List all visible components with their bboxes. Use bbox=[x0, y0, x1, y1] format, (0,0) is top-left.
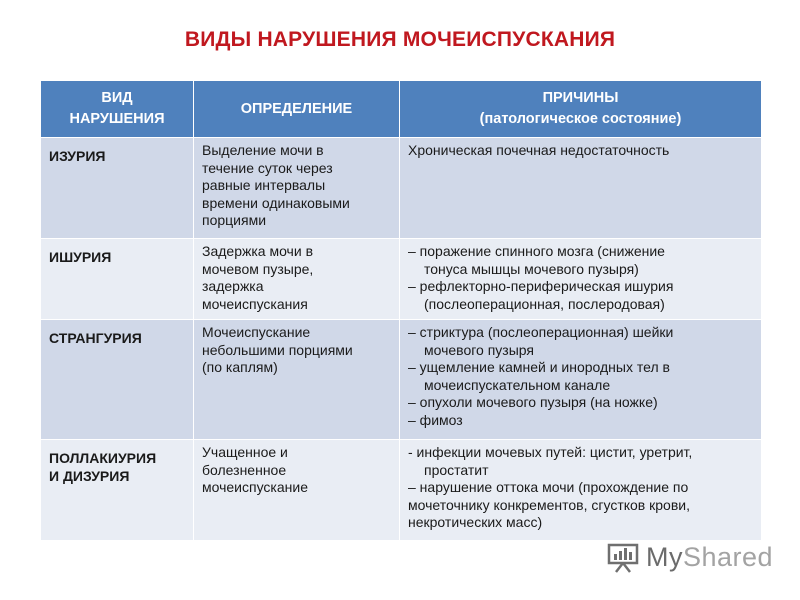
presentation-board-icon bbox=[606, 540, 640, 574]
table-row bbox=[41, 320, 762, 440]
definition-line: задержка bbox=[202, 278, 264, 294]
row-causes bbox=[400, 138, 762, 239]
myshared-logo[interactable] bbox=[606, 540, 773, 574]
definition-line: мочевом пузыре, bbox=[202, 260, 314, 277]
cause-line: – ущемление камней и инородных тел в bbox=[408, 359, 670, 375]
table-row bbox=[41, 138, 762, 239]
row-type-text: ИЗУРИЯ bbox=[49, 148, 106, 164]
row-causes bbox=[400, 320, 762, 440]
table-row bbox=[41, 440, 762, 541]
definition-line: (по каплям) bbox=[202, 359, 278, 375]
row-type-text: ПОЛЛАКИУРИЯ bbox=[49, 450, 157, 466]
row-type-text: СТРАНГУРИЯ bbox=[49, 330, 142, 346]
row-definition bbox=[194, 320, 400, 440]
table-row bbox=[41, 239, 762, 320]
cause-line: Хроническая почечная недостаточность bbox=[408, 142, 670, 158]
definition-line: равные интервалы bbox=[202, 177, 326, 193]
row-type bbox=[41, 138, 194, 239]
cause-line: некротических масс) bbox=[408, 514, 543, 530]
cause-line: простатит bbox=[424, 461, 489, 478]
definition-line: Выделение мочи в bbox=[202, 142, 324, 158]
cause-line: – фимоз bbox=[408, 411, 463, 428]
cause-line: тонуса мышцы мочевого пузыря) bbox=[424, 260, 639, 277]
definition-line: болезненное bbox=[202, 461, 287, 478]
table-header-row bbox=[41, 81, 762, 138]
row-definition bbox=[194, 138, 400, 239]
header-causes-line-1: ПРИЧИНЫ bbox=[542, 90, 619, 106]
row-type bbox=[41, 320, 194, 440]
header-type-line-2: НАРУШЕНИЯ bbox=[69, 111, 165, 127]
definition-line: небольшими порциями bbox=[202, 341, 353, 358]
row-type-text: ИШУРИЯ bbox=[49, 249, 112, 265]
definition-line: Учащенное и bbox=[202, 444, 288, 460]
header-type bbox=[41, 81, 194, 138]
page-title: ВИДЫ НАРУШЕНИЯ МОЧЕИСПУСКАНИЯ bbox=[184, 28, 616, 51]
row-causes bbox=[400, 440, 762, 541]
cause-line: – стриктура (послеоперационная) шейки bbox=[408, 324, 674, 340]
cause-line: мочеточнику конкрементов, сгустков крови, bbox=[408, 496, 690, 513]
row-definition bbox=[194, 440, 400, 541]
row-causes bbox=[400, 239, 762, 320]
header-causes-line-2: (патологическое состояние) bbox=[479, 111, 682, 127]
definition-line: мочеиспускание bbox=[202, 479, 308, 495]
definition-line: течение суток через bbox=[202, 159, 333, 176]
definition-line: времени одинаковыми bbox=[202, 194, 350, 211]
logo-text bbox=[646, 542, 773, 573]
cause-line: – нарушение оттока мочи (прохождение по bbox=[408, 479, 689, 495]
definition-line: Мочеиспускание bbox=[202, 324, 311, 340]
cause-line: (послеоперационная, послеродовая) bbox=[424, 295, 665, 312]
definition-line: порциями bbox=[202, 212, 267, 228]
definition-line: мочеиспускания bbox=[202, 295, 308, 312]
row-definition bbox=[194, 239, 400, 320]
disorders-table bbox=[40, 80, 762, 541]
definition-line: Задержка мочи в bbox=[202, 243, 314, 259]
cause-line: - инфекции мочевых путей: цистит, уретрит, bbox=[408, 444, 693, 460]
row-type-text: И ДИЗУРИЯ bbox=[49, 467, 130, 484]
row-type bbox=[41, 440, 194, 541]
row-type bbox=[41, 239, 194, 320]
logo-text-my: My bbox=[646, 541, 683, 572]
cause-line: мочеиспускательном канале bbox=[424, 376, 611, 393]
cause-line: – поражение спинного мозга (снижение bbox=[408, 243, 665, 259]
header-causes bbox=[400, 81, 762, 138]
logo-text-shared: Shared bbox=[683, 541, 774, 572]
cause-line: – опухоли мочевого пузыря (на ножке) bbox=[408, 394, 658, 410]
header-definition: ОПРЕДЕЛЕНИЕ bbox=[194, 81, 400, 138]
cause-line: – рефлекторно-периферическая ишурия bbox=[408, 278, 674, 294]
header-type-line-1: ВИД bbox=[101, 90, 133, 106]
cause-line: мочевого пузыря bbox=[424, 341, 534, 358]
